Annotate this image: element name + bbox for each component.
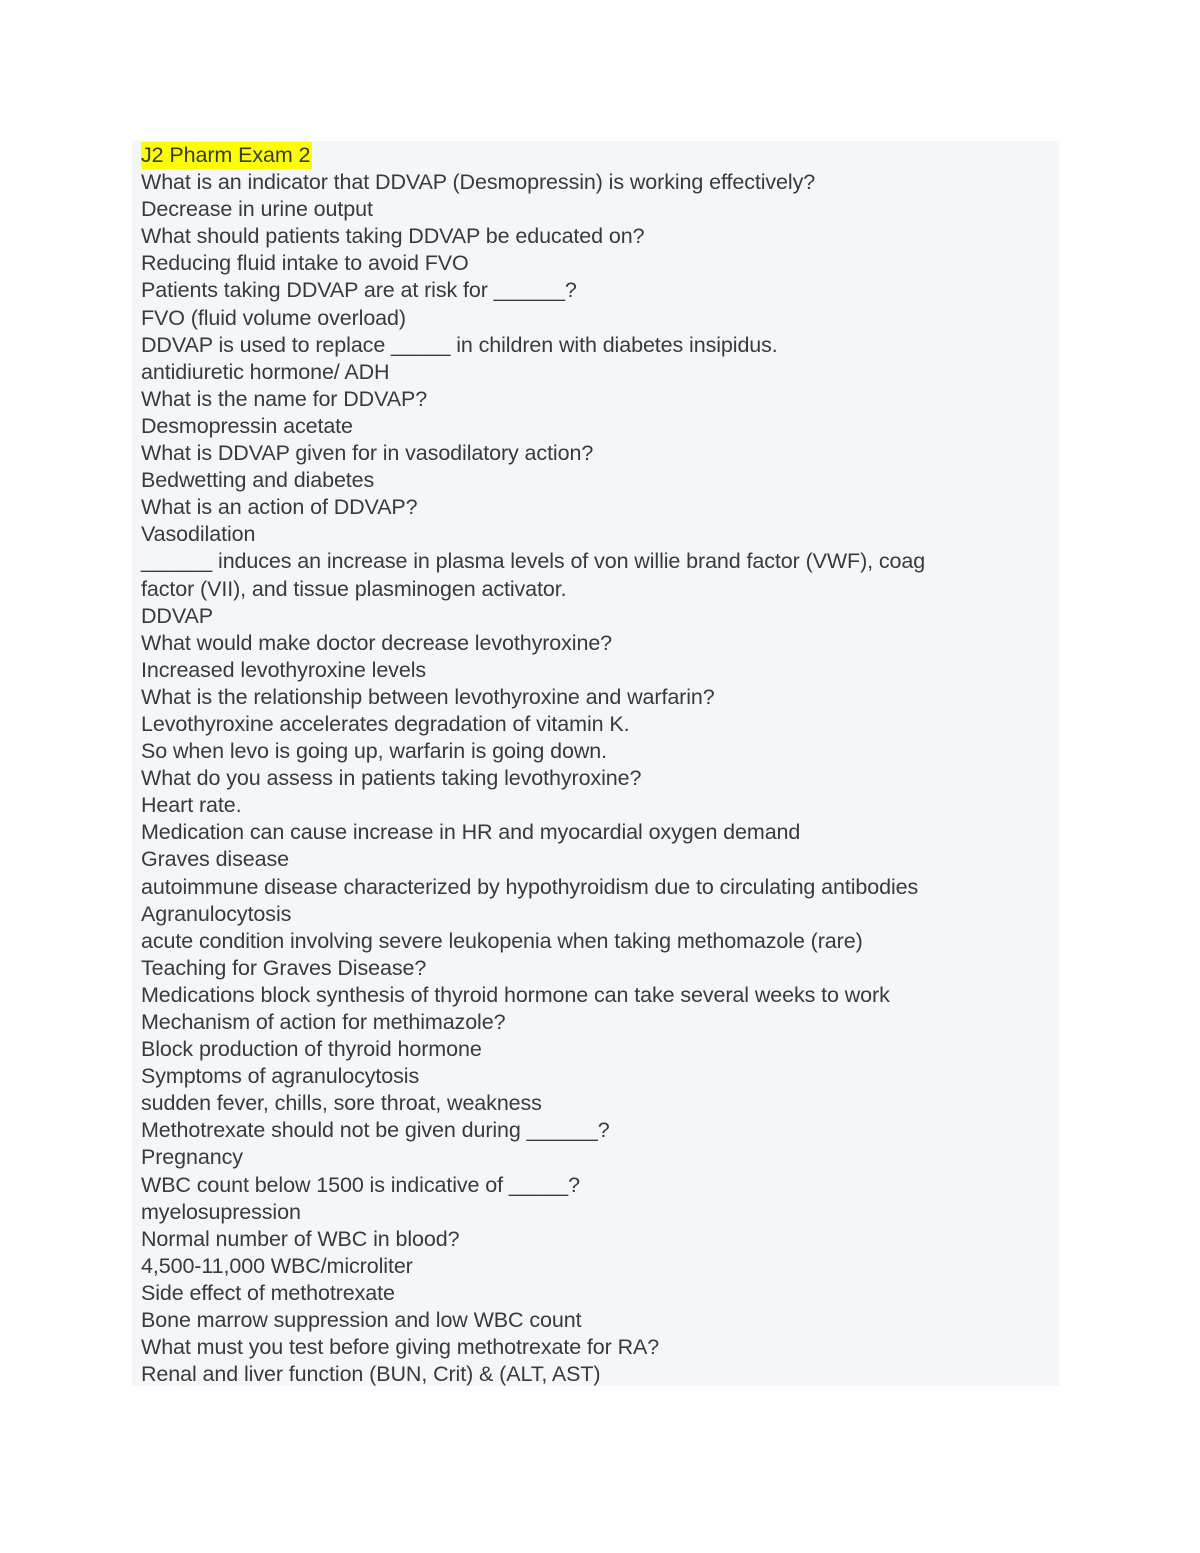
document-line: What is an action of DDVAP? xyxy=(141,495,418,520)
document-line: What is an indicator that DDVAP (Desmopressin) is working effectively? xyxy=(141,170,816,195)
document-line: What would make doctor decrease levothyroxine? xyxy=(141,630,613,655)
document-line: Heart rate. xyxy=(141,793,242,818)
document-line: 4,500-11,000 WBC/microliter xyxy=(141,1253,413,1278)
document-line: What must you test before giving methotrexate for RA? xyxy=(141,1335,660,1360)
document-line: Patients taking DDVAP are at risk for ______? xyxy=(141,278,577,303)
document-content-block xyxy=(132,141,1059,1386)
document-line: Bedwetting and diabetes xyxy=(141,468,375,493)
document-line: Teaching for Graves Disease? xyxy=(141,955,427,980)
document-line: antidiuretic hormone/ ADH xyxy=(141,359,390,384)
document-line: Agranulocytosis xyxy=(141,901,292,926)
document-line: Normal number of WBC in blood? xyxy=(141,1226,460,1251)
document-line: Desmopressin acetate xyxy=(141,413,353,438)
document-line: What is the name for DDVAP? xyxy=(141,386,428,411)
document-line: What do you assess in patients taking levothyroxine? xyxy=(141,766,642,791)
document-line: So when levo is going up, warfarin is going down. xyxy=(141,739,607,764)
document-line: FVO (fluid volume overload) xyxy=(141,305,406,330)
document-line: Side effect of methotrexate xyxy=(141,1280,395,1305)
document-line: myelosupression xyxy=(141,1199,301,1224)
document-line: Bone marrow suppression and low WBC count xyxy=(141,1308,582,1333)
document-line: acute condition involving severe leukopenia when taking methomazole (rare) xyxy=(141,928,863,953)
document-line: Symptoms of agranulocytosis xyxy=(141,1064,420,1089)
document-line: factor (VII), and tissue plasminogen activator. xyxy=(141,576,567,601)
document-line: Increased levothyroxine levels xyxy=(141,657,427,682)
document-line: Renal and liver function (BUN, Crit) & (ALT, AST) xyxy=(141,1362,601,1387)
document-line: ______ induces an increase in plasma levels of von willie brand factor (VWF), coag xyxy=(141,549,926,574)
document-line: Reducing fluid intake to avoid FVO xyxy=(141,251,469,276)
document-line: Vasodilation xyxy=(141,522,256,547)
document-line: Decrease in urine output xyxy=(141,197,373,222)
document-line: Levothyroxine accelerates degradation of vitamin K. xyxy=(141,711,630,736)
document-line: Block production of thyroid hormone xyxy=(141,1037,482,1062)
document-line: What should patients taking DDVAP be educated on? xyxy=(141,224,645,249)
document-line: Graves disease xyxy=(141,847,289,872)
document-line: DDVAP xyxy=(141,603,213,628)
document-title: J2 Pharm Exam 2 xyxy=(141,142,312,169)
document-line: What is the relationship between levothyroxine and warfarin? xyxy=(141,684,715,709)
document-line: DDVAP is used to replace _____ in children with diabetes insipidus. xyxy=(141,332,778,357)
document-line: sudden fever, chills, sore throat, weakness xyxy=(141,1091,542,1116)
document-line: autoimmune disease characterized by hypothyroidism due to circulating antibodies xyxy=(141,874,919,899)
document-title-line xyxy=(141,142,1059,169)
document-line: Pregnancy xyxy=(141,1145,243,1170)
document-line: Mechanism of action for methimazole? xyxy=(141,1010,506,1034)
document-line: WBC count below 1500 is indicative of _____? xyxy=(141,1172,581,1197)
document-line: Medication can cause increase in HR and myocardial oxygen demand xyxy=(141,820,801,845)
document-line: Methotrexate should not be given during ______? xyxy=(141,1118,610,1143)
document-lines xyxy=(141,169,1059,1388)
document-line: Medications block synthesis of thyroid hormone can take several weeks to work xyxy=(141,982,890,1007)
document-line: What is DDVAP given for in vasodilatory action? xyxy=(141,441,594,466)
